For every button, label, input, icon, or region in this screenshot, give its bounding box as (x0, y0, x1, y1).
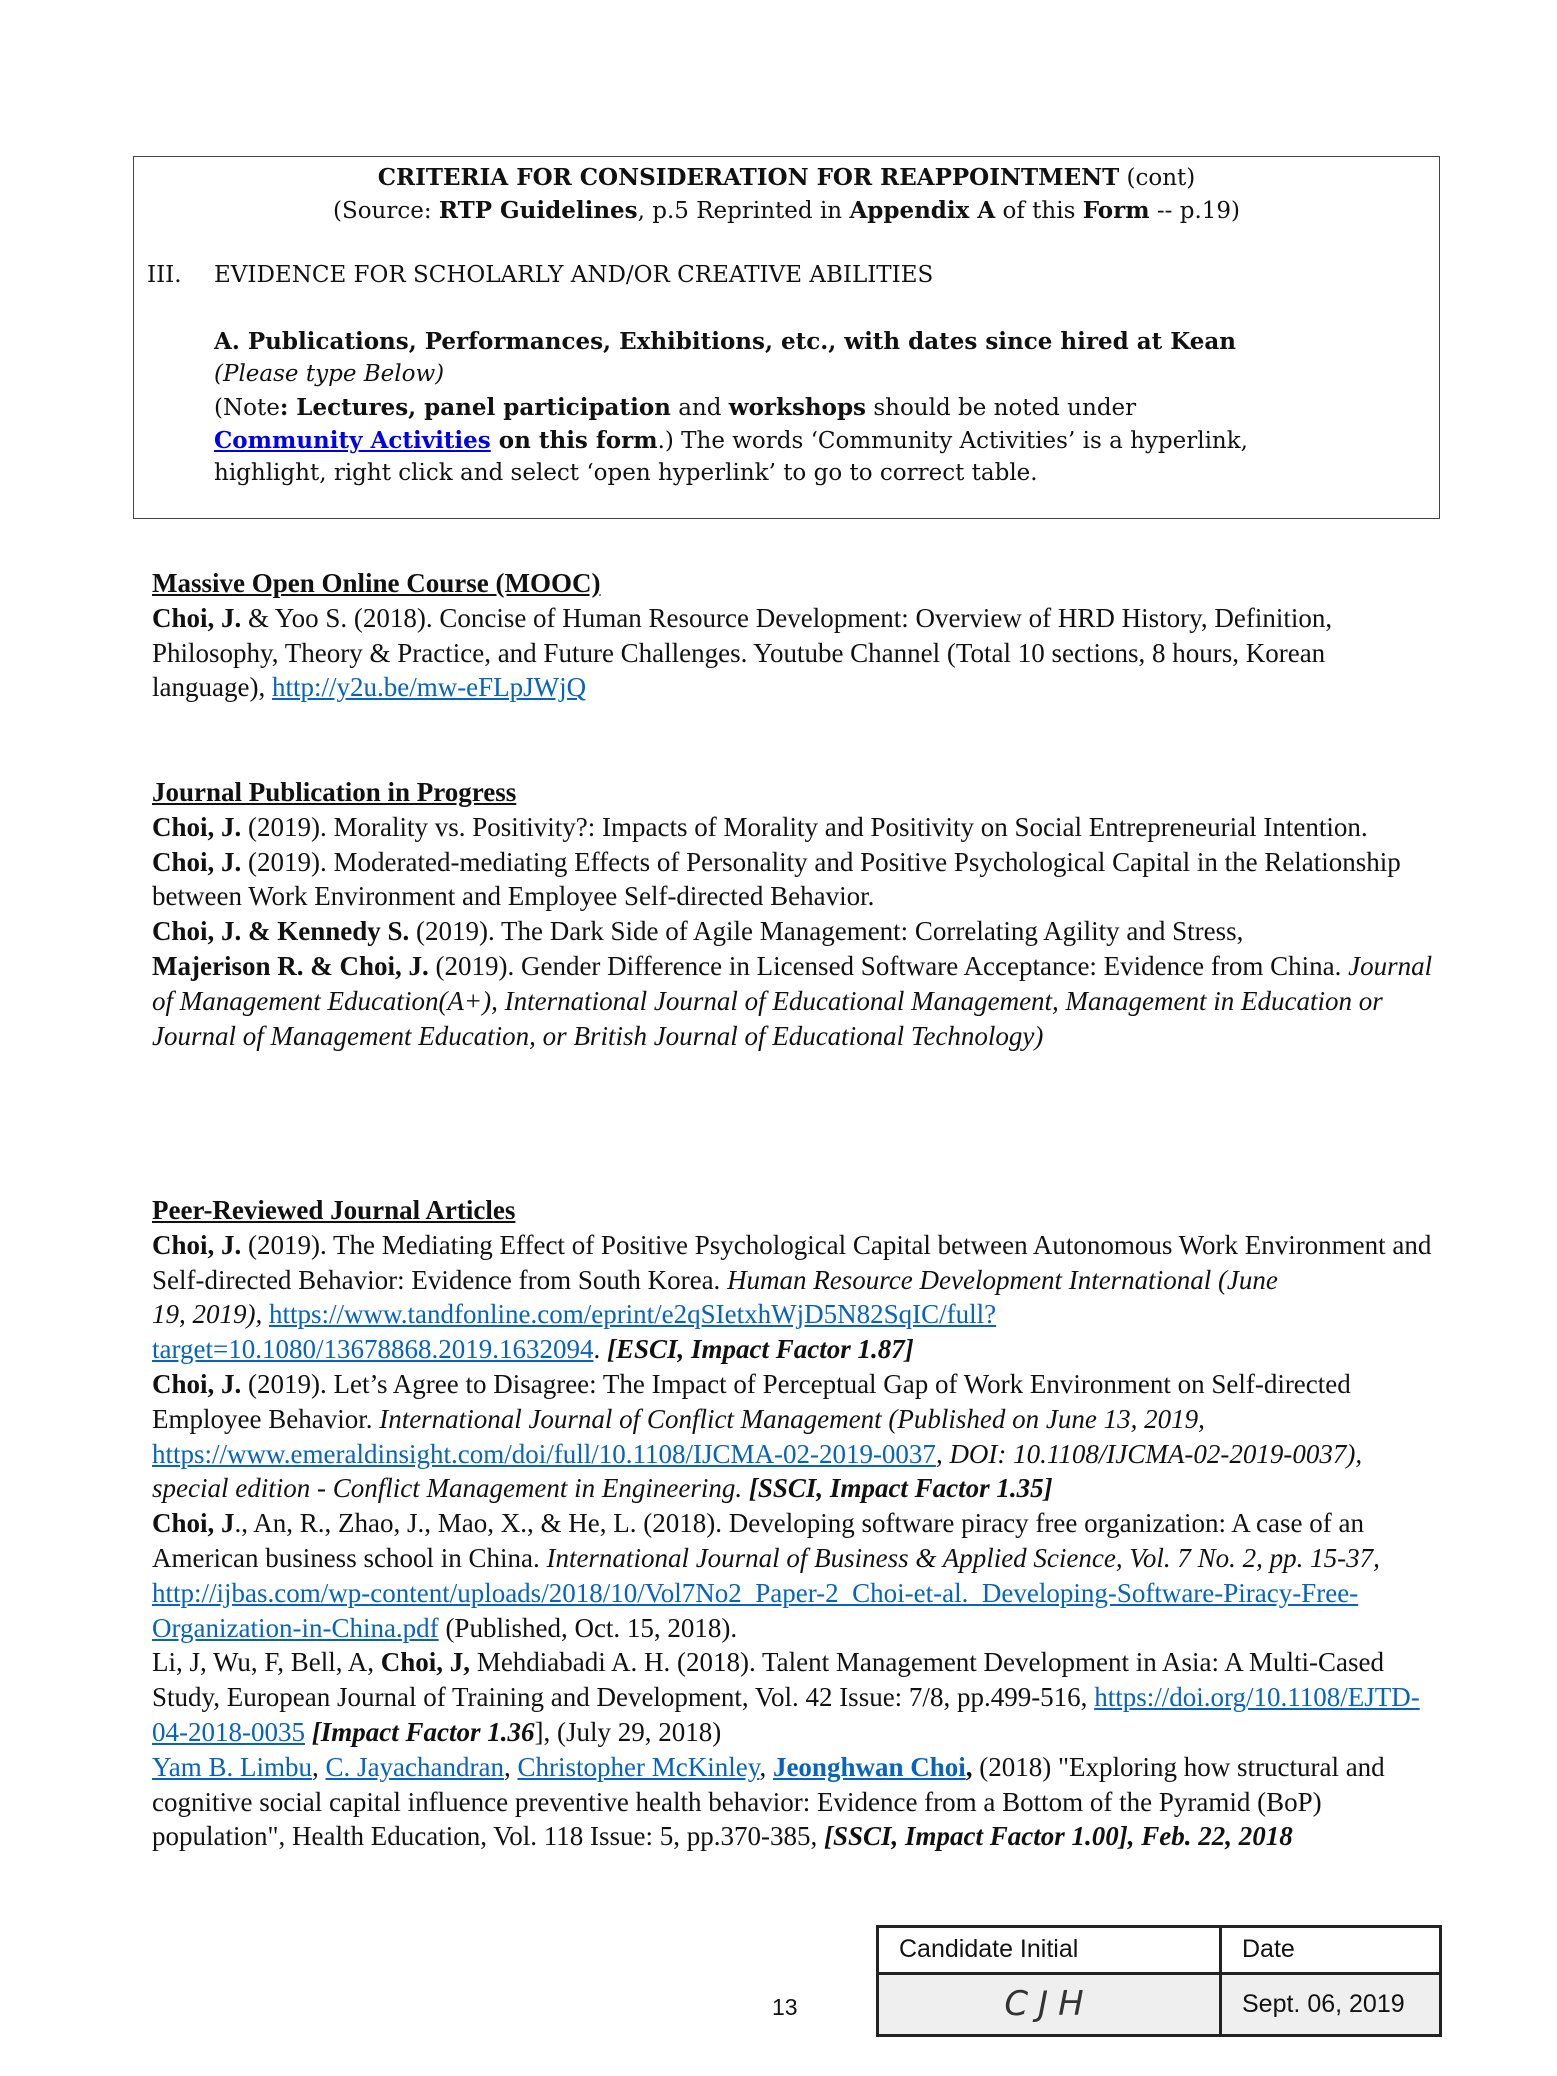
criteria-title (134, 161, 1439, 195)
text-run: -- p.19) (1149, 198, 1241, 224)
text-run: (2019). The Mediating Effect of Positive Psychological Capital between Autonomous Work Environment and Self-directed Behavior: Evidence from South Korea. (152, 1229, 1432, 1295)
text-run: Li, J, Wu, F, Bell, A, (152, 1647, 381, 1678)
source-line (134, 194, 1439, 228)
text-run: , p.5 Reprinted in (637, 198, 850, 224)
section-heading: Peer-Reviewed Journal Articles (152, 1195, 516, 1225)
text-run: of this (995, 198, 1083, 224)
reference-entry (152, 1645, 1442, 1749)
reference-entry (152, 1228, 1442, 1367)
text-run: (Note (214, 395, 280, 421)
text-run: (Published, Oct. 15, 2018). (438, 1612, 738, 1643)
text-run: Mehdiabadi A. H. (2018). Talent Management Development in Asia: A Multi-Cased Study, European Journal of Training and Development, Vol. 42 Issue: 7/8, pp.499-516, (152, 1647, 1385, 1713)
page-number: 13 (772, 1994, 798, 2020)
text-run: RTP Guidelines (438, 197, 638, 224)
text-run: Choi, J. & Kennedy S. (152, 916, 410, 947)
text-run: Appendix A (849, 197, 996, 224)
hyperlink[interactable]: https://www.tandfonline.com/eprint/e2qSIetxhWjD5N82SqIC/full?target=10.1080/13678868.2019.1632094 (152, 1299, 997, 1365)
text-run: , DOI: 10.1108/IJCMA-02-2019-0037), special edition - Conflict Management in Engineering. (152, 1438, 1363, 1504)
hyperlink[interactable]: Community Activities (214, 427, 491, 454)
hyperlink[interactable]: http://y2u.be/mw-eFLpJWjQ (271, 672, 587, 703)
text-run: (2019). Moderated-mediating Effects of Personality and Positive Psychological Capital in the Relationship between Work Environment and Employee Self-directed Behavior. (152, 846, 1401, 912)
section-title: EVIDENCE FOR SCHOLARLY AND/OR CREATIVE ABILITIES (214, 262, 934, 288)
hyperlink[interactable]: C. Jayachandran (325, 1751, 504, 1782)
text-run: : Lectures, panel participation (279, 394, 671, 421)
note-line-2 (214, 424, 1248, 458)
text-run (305, 1717, 312, 1747)
reference-entry (152, 810, 1442, 845)
section-peer-reviewed (152, 1193, 1442, 1854)
criteria-header-box (133, 156, 1440, 519)
text-run: & Yoo S. (2018). Concise of Human Resource Development: Overview of HRD History, Definition, Philosophy, Theory & Practice, and Future Challenges. Youtube Channel (Total 10 sections, 8 hours, Korean language), (152, 602, 1333, 703)
reference-entry (152, 1506, 1442, 1645)
hyperlink[interactable]: Christopher McKinley (517, 1751, 760, 1782)
text-run: Form (1082, 197, 1150, 224)
text-run: Choi, J (152, 1508, 235, 1539)
section-heading: Journal Publication in Progress (152, 777, 517, 807)
text-run: (2019). Let’s Agree to Disagree: The Impact of Perceptual Gap of Work Environment on Self-directed Employee Behavior. (152, 1368, 1351, 1434)
reference-entry (152, 914, 1442, 949)
text-run: [Impact Factor 1.36 (311, 1716, 535, 1747)
candidate-initial-header: Candidate Initial (878, 1927, 1221, 1974)
text-run: Choi, J. (152, 602, 242, 633)
text-run: Human Resource Development International (June (727, 1264, 1278, 1295)
section-heading: Massive Open Online Course (MOOC) (152, 568, 601, 598)
note-line-3: highlight, right click and select ‘open hyperlink’ to go to correct table. (214, 460, 1038, 486)
section-journal-in-progress (152, 775, 1442, 1053)
subsection-title: A. Publications, Performances, Exhibitions, etc., with dates since hired at Kean (214, 328, 1236, 355)
text-run: (2019). Morality vs. Positivity?: Impacts of Morality and Positivity on Social Entrepreneurial Intention. (241, 811, 1368, 842)
section-mooc (152, 566, 1442, 705)
text-run: Choi, J. (152, 1229, 242, 1260)
section-number: III. (147, 262, 182, 288)
reference-entry (152, 1750, 1442, 1854)
text-run: and (670, 395, 729, 421)
text-run: ], (July 29, 2018) (534, 1716, 722, 1747)
text-run: (2019). The Dark Side of Agile Management: Correlating Agility and Stress, (409, 916, 1244, 947)
text-run: [SSCI, Impact Factor 1.00], Feb. 22, 2018 (823, 1821, 1293, 1852)
hyperlink[interactable]: http://ijbas.com/wp-content/uploads/2018/10/Vol7No2_Paper-2_Choi-et-al._Developing-Software-Piracy-Free-Organization-in-China.pdf (152, 1577, 1359, 1643)
candidate-initial-cell[interactable] (878, 1973, 1221, 2036)
hyperlink[interactable]: https://www.emeraldinsight.com/doi/full/10.1108/IJCMA-02-2019-0037 (152, 1438, 936, 1469)
reference-entry (152, 601, 1442, 705)
signature-table (876, 1925, 1442, 2037)
text-run: . (593, 1334, 607, 1365)
text-run: ., An, R., Zhao, J., Mao, X., & He, L. (2018). Developing software piracy free organization: A case of an American business school in China. (152, 1508, 1364, 1573)
text-run: [SSCI, Impact Factor 1.35] (748, 1473, 1053, 1504)
text-run: should be noted under (866, 395, 1137, 421)
text-run: Choi, J, (380, 1647, 471, 1678)
hyperlink[interactable]: Jeonghwan Choi (772, 1751, 966, 1782)
title-bold: CRITERIA FOR CONSIDERATION FOR REAPPOINTMENT (377, 164, 1120, 191)
text-run: workshops (728, 394, 867, 421)
text-run: on this form (490, 427, 658, 454)
text-run: Majerison R. & Choi, J. (152, 950, 429, 981)
text-run: .) The words ‘Community Activities’ is a hyperlink, (657, 428, 1248, 454)
reference-entry (152, 845, 1442, 915)
reference-entry (152, 949, 1442, 1053)
title-suffix: (cont) (1119, 165, 1196, 191)
text-run: , (503, 1751, 518, 1782)
text-run: , (965, 1751, 973, 1782)
reference-entry (152, 1367, 1442, 1506)
note-line-1 (214, 391, 1136, 425)
date-header: Date (1221, 1927, 1441, 1974)
text-run: Choi, J. (152, 1368, 242, 1399)
text-run: (Source: (332, 198, 439, 224)
text-run: International Journal of Business & Applied Science, Vol. 7 No. 2, pp. 15-37, (546, 1542, 1380, 1573)
text-run: (2018) "Exploring how structural and cognitive social capital influence preventive health behavior: Evidence from a Bottom of the Pyramid (BoP) population", Health Education, Vol. 118 Issue: 5, pp.370-385, (152, 1751, 1385, 1852)
hyperlink[interactable]: https://doi.org/10.1108/EJTD-04-2018-0035 (152, 1682, 1420, 1747)
date-cell[interactable]: Sept. 06, 2019 (1221, 1973, 1441, 2036)
text-run: 19, 2019), (152, 1299, 269, 1330)
hyperlink[interactable]: Yam B. Limbu (152, 1751, 313, 1782)
text-run: International Journal of Conflict Management (Published on June 13, 2019, (379, 1403, 1205, 1434)
handwritten-initials: CJH (1004, 1984, 1094, 2025)
text-run: Choi, J. (152, 811, 242, 842)
text-run: (2019). Gender Difference in Licensed Software Acceptance: Evidence from China. (428, 950, 1349, 981)
text-run: , (312, 1751, 326, 1782)
text-run: [ESCI, Impact Factor 1.87] (606, 1334, 914, 1365)
instruction-text: (Please type Below) (214, 361, 445, 387)
text-run: Choi, J. (152, 846, 242, 877)
text-run: Journal of Management Education(A+), International Journal of Educational Management, Management in Education or Journal of Management Education, or British Journal of Educational Technology) (152, 950, 1433, 1051)
text-run: , (759, 1751, 773, 1782)
